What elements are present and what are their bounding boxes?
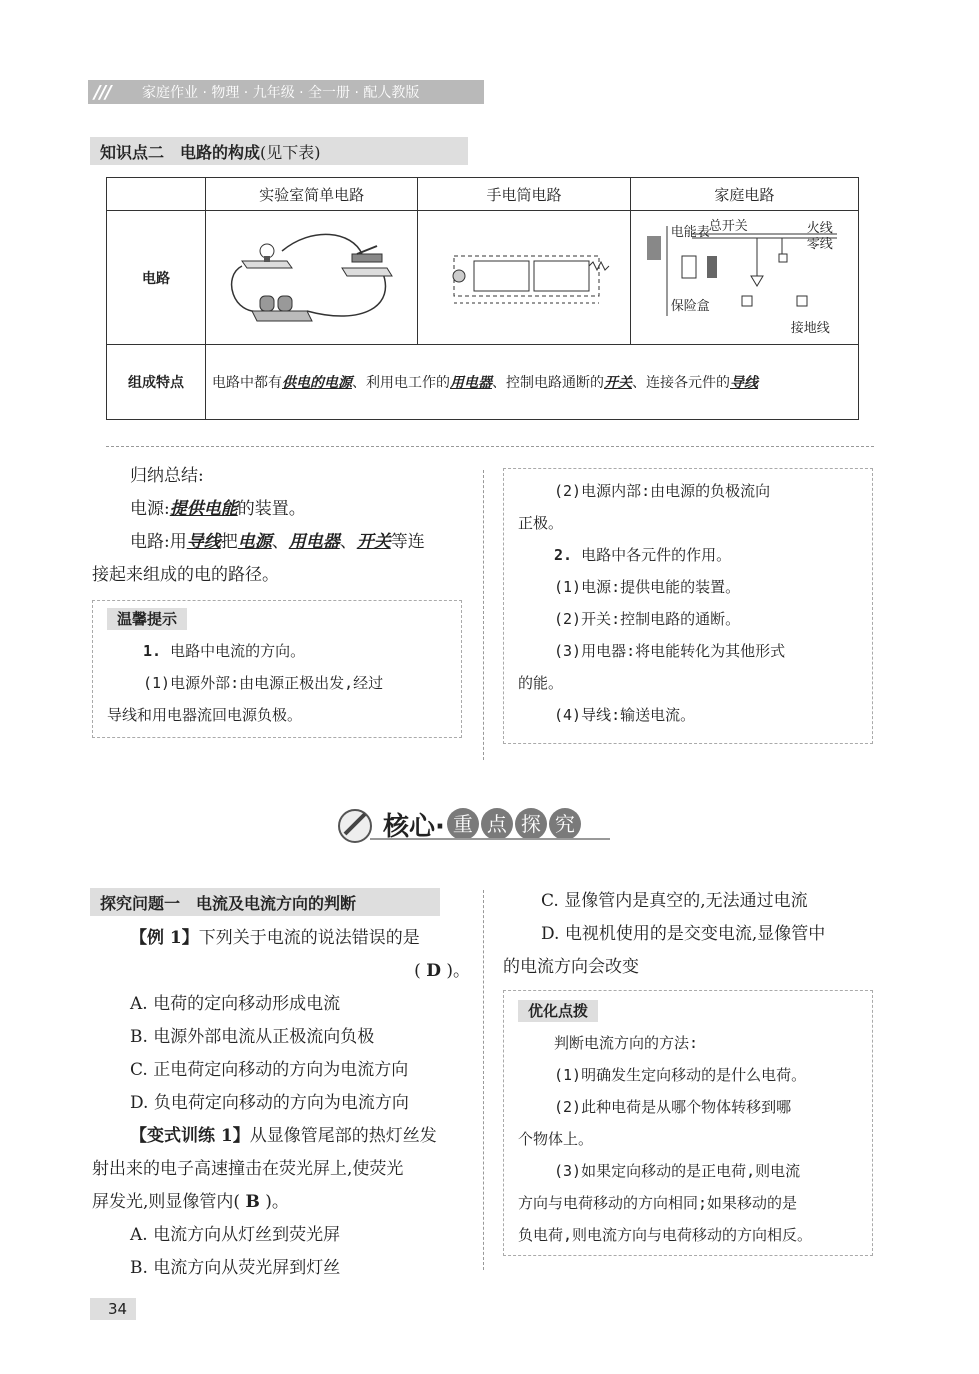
- feature-answer-3: 开关: [604, 375, 632, 391]
- tip-right-line-3-num: 2.: [554, 546, 573, 564]
- section-subtitle: (见下表): [260, 143, 321, 162]
- optimize-line-5: (3)如果定向移动的是正电荷,则电流: [554, 1162, 801, 1180]
- core-underline: [370, 838, 610, 840]
- label-meter: 电能表: [670, 225, 710, 240]
- flashlight-circuit-svg: [424, 231, 624, 321]
- example-text: 下列关于电流的说法错误的是: [198, 928, 420, 948]
- header-band: [88, 80, 484, 104]
- summary-sep-2: 、: [339, 532, 357, 552]
- feature-text-3: 、控制电路通断的: [492, 375, 604, 391]
- variant-option-b: B. 电流方向从荧光屏到灯丝: [130, 1258, 341, 1278]
- label-main-switch: 总开关: [708, 219, 748, 234]
- col-lab: 实验室简单电路: [206, 178, 418, 211]
- summary-power-post: 的装置。: [237, 499, 306, 519]
- col-household: 家庭电路: [630, 178, 858, 211]
- tip-right-line-1: (2)电源内部:由电源的负极流向: [554, 482, 771, 500]
- tip-box-left: [92, 600, 462, 738]
- question-section-title: 探究问题一 电流及电流方向的判断: [90, 888, 440, 916]
- tip-right-line-3: 电路中各元件的作用。: [572, 546, 732, 564]
- optimize-tag: 优化点拨: [518, 1000, 598, 1022]
- optimize-line-4: 个物体上。: [518, 1130, 594, 1148]
- variant-option-c: C. 显像管内是真空的,无法通过电流: [541, 891, 808, 911]
- header-title: 家庭作业 · 物理 · 九年级 · 全一册 · 配人教版: [142, 85, 420, 101]
- example-answer: D: [426, 961, 441, 981]
- example-answer-line: [92, 955, 472, 988]
- optimize-line-6: 方向与电荷移动的方向相同;如果移动的是: [518, 1194, 798, 1212]
- summary-answer-switch: 开关: [356, 532, 391, 552]
- summary-title: 归纳总结:: [130, 466, 204, 486]
- variant-line-3-pre: 屏发光,则显像管内(: [92, 1192, 241, 1212]
- variant-option-d-line-2: 的电流方向会改变: [503, 957, 639, 977]
- tip-tag: 温馨提示: [107, 608, 187, 630]
- example-answer-close: )。: [446, 961, 470, 981]
- pencil-globe-icon: [335, 804, 375, 844]
- example-answer-open: (: [414, 961, 421, 981]
- summary-answer-source: 电源: [237, 532, 272, 552]
- summary-answer-appliance: 用电器: [288, 532, 340, 552]
- col-flashlight: 手电筒电路: [418, 178, 630, 211]
- label-live-wire: 火线: [806, 221, 833, 236]
- summary-block: [92, 460, 472, 592]
- summary-circuit-line2: 接起来组成的电的路径。: [92, 565, 279, 585]
- question-right-block: [503, 885, 883, 984]
- tip-right-line-2: 正极。: [518, 514, 564, 532]
- tip-line-1-num: 1.: [143, 642, 162, 660]
- table-corner: [107, 178, 206, 211]
- column-divider-top: [483, 470, 484, 760]
- optimize-line-7: 负电荷,则电流方向与电荷移动的方向相反。: [518, 1226, 813, 1244]
- section-title: [90, 137, 468, 165]
- feature-answer-2: 用电器: [450, 375, 492, 391]
- tip-right-line-4: (1)电源:提供电能的装置。: [554, 578, 741, 596]
- row-feature-head: 组成特点: [107, 345, 206, 420]
- label-neutral-wire: 零线: [806, 237, 833, 252]
- summary-answer-wire: 导线: [186, 532, 221, 552]
- example-option-c: C. 正电荷定向移动的方向为电流方向: [130, 1060, 409, 1080]
- circuit-table: [106, 177, 859, 420]
- tip-line-2: (1)电源外部:由电源正极出发,经过: [143, 674, 384, 692]
- tip-box-optimize: [503, 990, 873, 1256]
- feature-text-4: 、连接各元件的: [632, 375, 730, 391]
- variant-line-3-post: )。: [265, 1192, 289, 1212]
- tip-right-line-6: (3)用电器:将电能转化为其他形式: [554, 642, 786, 660]
- example-tag: 【例 1】: [130, 928, 199, 948]
- summary-power-answer: 提供电能: [169, 499, 238, 519]
- tip-right-line-8: (4)导线:输送电流。: [554, 706, 696, 724]
- tip-line-1: 电路中电流的方向。: [161, 642, 306, 660]
- variant-option-a: A. 电流方向从灯丝到荧光屏: [130, 1225, 341, 1245]
- page-number: 34: [90, 1298, 136, 1320]
- summary-power-pre: 电源:: [130, 499, 170, 519]
- core-char-4: 究: [549, 808, 581, 840]
- column-divider-bottom: [483, 890, 484, 1270]
- flashlight-circuit-diagram: [418, 211, 630, 345]
- feature-answer-4: 导线: [730, 375, 758, 391]
- feature-answer-1: 供电的电源: [282, 375, 352, 391]
- variant-line-3: [92, 1186, 472, 1219]
- header-slashes: ///: [94, 81, 111, 103]
- lab-circuit-diagram: [206, 211, 418, 345]
- optimize-line-1: 判断电流方向的方法:: [554, 1034, 699, 1052]
- household-circuit-diagram: [630, 211, 858, 345]
- summary-circuit: [92, 526, 472, 559]
- tip-line-3: 导线和用电器流回电源负极。: [107, 706, 303, 724]
- lab-circuit-svg: [212, 216, 412, 336]
- core-char-3: 探: [515, 808, 547, 840]
- section-title-text: 知识点二 电路的构成: [100, 143, 261, 162]
- summary-sep-1: 、: [271, 532, 289, 552]
- label-ground-wire: 接地线: [790, 321, 830, 336]
- tip-right-line-5: (2)开关:控制电路的通断。: [554, 610, 741, 628]
- variant-answer: B: [245, 1192, 260, 1212]
- optimize-line-3: (2)此种电荷是从哪个物体转移到哪: [554, 1098, 792, 1116]
- feature-text-2: 、利用电工作的: [352, 375, 450, 391]
- summary-circuit-post: 等连: [390, 532, 425, 552]
- example-option-a: A. 电荷的定向移动形成电流: [130, 994, 341, 1014]
- row-feature-text: [206, 345, 859, 420]
- tip-box-right: [503, 468, 873, 744]
- optimize-line-2: (1)明确发生定向移动的是什么电荷。: [554, 1066, 807, 1084]
- core-banner: [335, 795, 635, 853]
- variant-line-1: 从显像管尾部的热灯丝发: [249, 1126, 437, 1146]
- summary-circuit-mid: 把: [220, 532, 238, 552]
- variant-option-d-line-1: D. 电视机使用的是交变电流,显像管中: [541, 924, 826, 944]
- label-fuse-box: 保险盒: [670, 299, 710, 314]
- divider-dashed: [106, 446, 874, 447]
- core-text: 核心·: [383, 811, 445, 842]
- tip-right-line-7: 的能。: [518, 674, 564, 692]
- core-char-1: 重: [447, 808, 479, 840]
- row-circuit-head: 电路: [107, 211, 206, 345]
- core-char-2: 点: [481, 808, 513, 840]
- example-option-b: B. 电源外部电流从正极流向负极: [130, 1027, 375, 1047]
- variant-line-2: 射出来的电子高速撞击在荧光屏上,使荧光: [92, 1159, 404, 1179]
- summary-power: [92, 493, 472, 526]
- example-option-d: D. 负电荷定向移动的方向为电流方向: [130, 1093, 409, 1113]
- summary-circuit-pre: 电路:用: [130, 532, 187, 552]
- feature-text-1: 电路中都有: [212, 375, 282, 391]
- question-left-block: [92, 922, 472, 1285]
- variant-tag: 【变式训练 1】: [130, 1126, 250, 1146]
